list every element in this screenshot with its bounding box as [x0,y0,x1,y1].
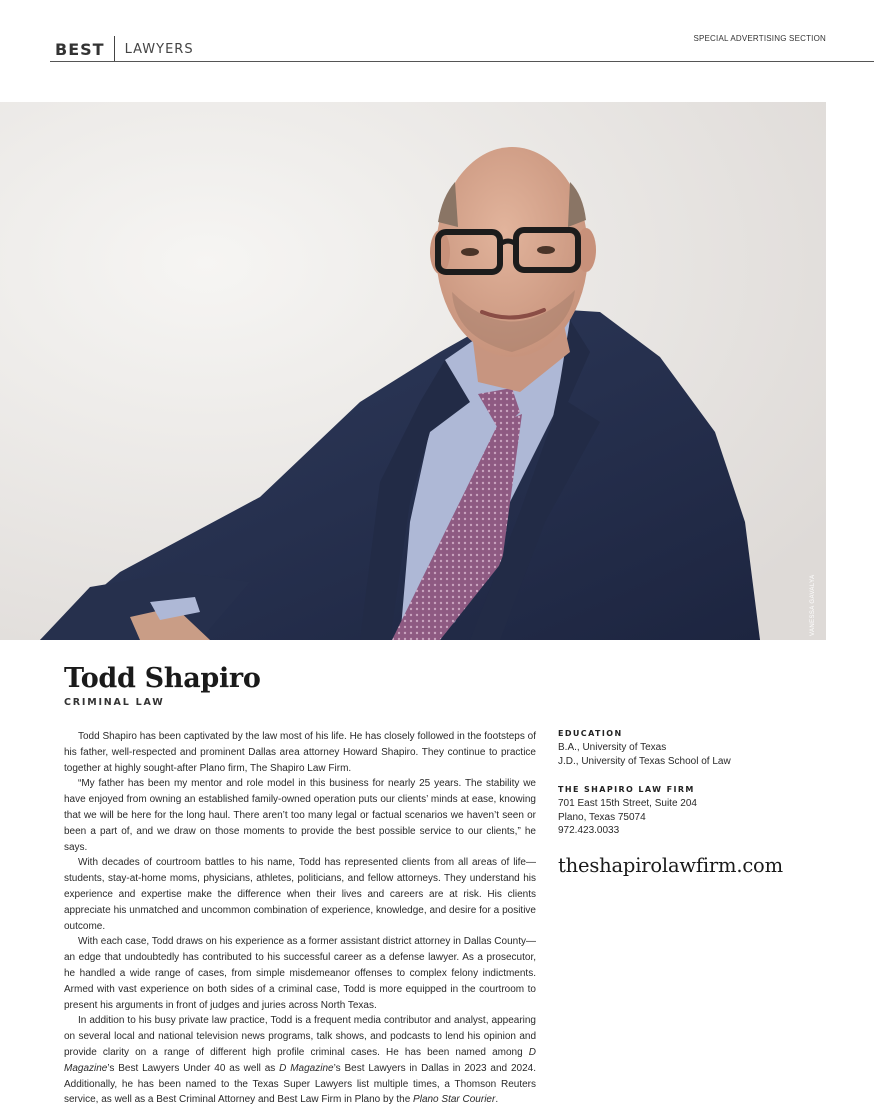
education-block [558,729,838,768]
firm-block [558,785,838,838]
bio-paragraph: “My father has been my mentor and role model in this business for nearly 25 years. The stability we have enjoyed from owning an established family-owned operation puts our clients’ minds at ease, knowing that we will be here for the long haul. There aren’t too many legal or factual scenarios we haven’t seen or been a part of, and we draw on those moments to provide the best possible service to our clients,” he says. [64,778,536,853]
publication-name: D Magazine [64,1046,536,1074]
bio-paragraph: With decades of courtroom battles to his name, Todd has represented clients from all areas of life—students, stay-at-home moms, physicians, athletes, politicians, and fellow attorneys. They understand his experience and expertise make the difference when their lives and careers are at risk. His clients appreciate his unmatched and uncommon combination of experience, knowledge, and desire for a positive outcome. [64,857,536,932]
header-divider [50,61,874,62]
education-item: J.D., University of Texas School of Law [558,755,731,767]
brand-best: BEST [55,39,105,59]
firm-address-line: Plano, Texas 75074 [558,811,646,823]
bio-text-span: . [495,1094,499,1106]
brand-lawyers: LAWYERS [124,41,194,57]
firm-heading: THE SHAPIRO LAW FIRM [558,785,695,794]
practice-area: CRIMINAL LAW [64,697,165,708]
bio-paragraph [64,1013,536,1108]
attorney-name: Todd Shapiro [64,663,261,694]
bio-paragraph: Todd Shapiro has been captivated by the law most of his life. He has closely followed in the footsteps of his father, well-respected and prominent Dallas area attorney Howard Shapiro. They continue to practice together at highly sought-after Plano firm, The Shapiro Law Firm. [64,731,536,774]
education-item: B.A., University of Texas [558,742,667,753]
sidebar [558,729,838,877]
bio-text [64,729,536,1108]
bio-text-span: ’s Best Lawyers Under 40 as well as [107,1062,280,1074]
publication-name: Plano Star Courier [413,1094,496,1106]
bio-text-span: ’s Best Lawyers in Dallas in 2023 and 2024. Additionally, he has been named to the Texas Super Lawyers list multiple times, a Thomson Reuters service, as well as a Best Criminal Attorney and Best Law Firm in Plano by the [64,1062,536,1106]
portrait-photo [0,102,826,640]
publication-name: D Magazine [279,1062,334,1074]
photo-credit: VANESSA GAVALYA [810,574,816,636]
firm-address-line: 701 East 15th Street, Suite 204 [558,798,697,809]
section-label: SPECIAL ADVERTISING SECTION [693,34,826,43]
bio-text-span: In addition to his busy private law practice, Todd is a frequent media contributor and analyst, appearing on several local and national television news programs, talk shows, and podcasts to lend his opinion and provide clarity on a range of different high profile criminal cases. He has been named among [64,1015,536,1058]
firm-phone: 972.423.0033 [558,825,620,836]
education-heading: EDUCATION [558,729,623,738]
bio-paragraph: With each case, Todd draws on his experience as a former assistant district attorney in Dallas County—an edge that undoubtedly has contributed to his successful career as a defense lawyer. As a prosecutor, he handled a wide range of cases, from simple misdemeanor offenses to complex felony indictments. Armed with vast experience on both sides of a criminal case, Todd is more equipped in the courtroom to present his arguments in front of judges and juries across North Texas. [64,936,536,1011]
portrait-illustration [0,102,826,640]
header-brand [55,36,194,62]
firm-website-link[interactable]: theshapirolawfirm.com [558,853,783,877]
